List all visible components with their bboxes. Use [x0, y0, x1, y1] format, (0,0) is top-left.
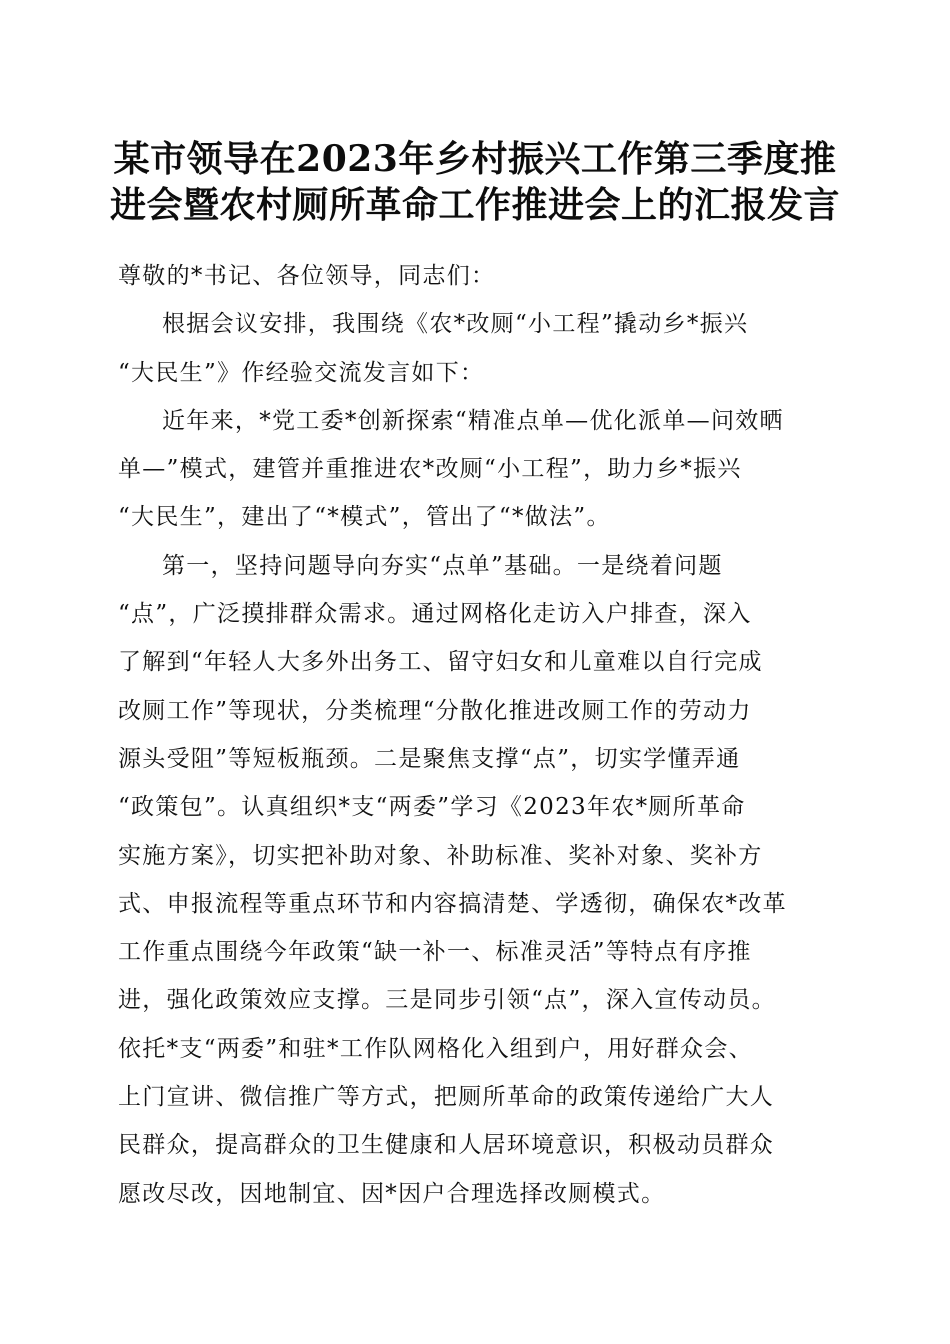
paragraph-2	[118, 397, 833, 542]
paragraph-line: 源头受阻”等短板瓶颈。二是聚焦支撑“点”，切实学懂弄通	[118, 745, 741, 772]
paragraph-line: 式、申报流程等重点环节和内容搞清楚、学透彻，确保农*改革	[118, 890, 787, 917]
paragraph-line: 工作重点围绕今年政策“缺一补一、标准灵活”等特点有序推	[118, 939, 752, 966]
paragraph-line: “大民生”》作经验交流发言如下：	[118, 359, 485, 386]
paragraph-line: 根据会议安排，我围绕《农*改厕“小工程”撬动乡*振兴	[162, 311, 749, 338]
paragraph-line: 上门宣讲、微信推广等方式，把厕所革命的政策传递给广大人	[118, 1084, 775, 1111]
paragraph-line: 民群众，提高群众的卫生健康和人居环境意识，积极动员群众	[118, 1132, 775, 1159]
paragraph-line: 第一，坚持问题导向夯实“点单”基础。一是绕着问题	[162, 552, 723, 579]
paragraph-line: 单—”模式，建管并重推进农*改厕“小工程”，助力乡*振兴	[118, 456, 742, 483]
paragraph-line: 实施方案》，切实把补助对象、补助标准、奖补对象、奖补方	[118, 842, 763, 869]
title-line-1: 某市领导在2023年乡村振兴工作第三季度推	[113, 138, 837, 180]
document-body	[118, 252, 833, 1218]
paragraph-line: “政策包”。认真组织*支“两委”学习《2023年农*厕所革命	[118, 794, 746, 821]
paragraph-1	[118, 300, 833, 397]
paragraph-line: 了解到“年轻人大多外出务工、留守妇女和儿童难以自行完成	[118, 649, 763, 676]
paragraph-line: “大民生”，建出了“*模式”，管出了“*做法”。	[118, 504, 611, 531]
paragraph-line: 依托*支“两委”和驻*工作队网格化入组到户，用好群众会、	[118, 1035, 753, 1062]
paragraph-line: 愿改尽改，因地制宜、因*因户合理选择改厕模式。	[118, 1180, 666, 1207]
paragraph-line: 改厕工作”等现状，分类梳理“分散化推进改厕工作的劳动力	[118, 697, 752, 724]
paragraph-line: 近年来，*党工委*创新探索“精准点单—优化派单—问效晒	[162, 407, 784, 434]
salutation: 尊敬的*书记、各位领导，同志们：	[118, 263, 496, 289]
paragraph-line: 进，强化政策效应支撑。三是同步引领“点”，深入宣传动员。	[118, 987, 776, 1014]
paragraph-3	[118, 542, 833, 1218]
document-title	[110, 136, 840, 228]
paragraph-line: “点”，广泛摸排群众需求。通过网格化走访入户排查，深入	[118, 601, 752, 628]
title-line-2: 进会暨农村厕所革命工作推进会上的汇报发言	[110, 184, 841, 226]
